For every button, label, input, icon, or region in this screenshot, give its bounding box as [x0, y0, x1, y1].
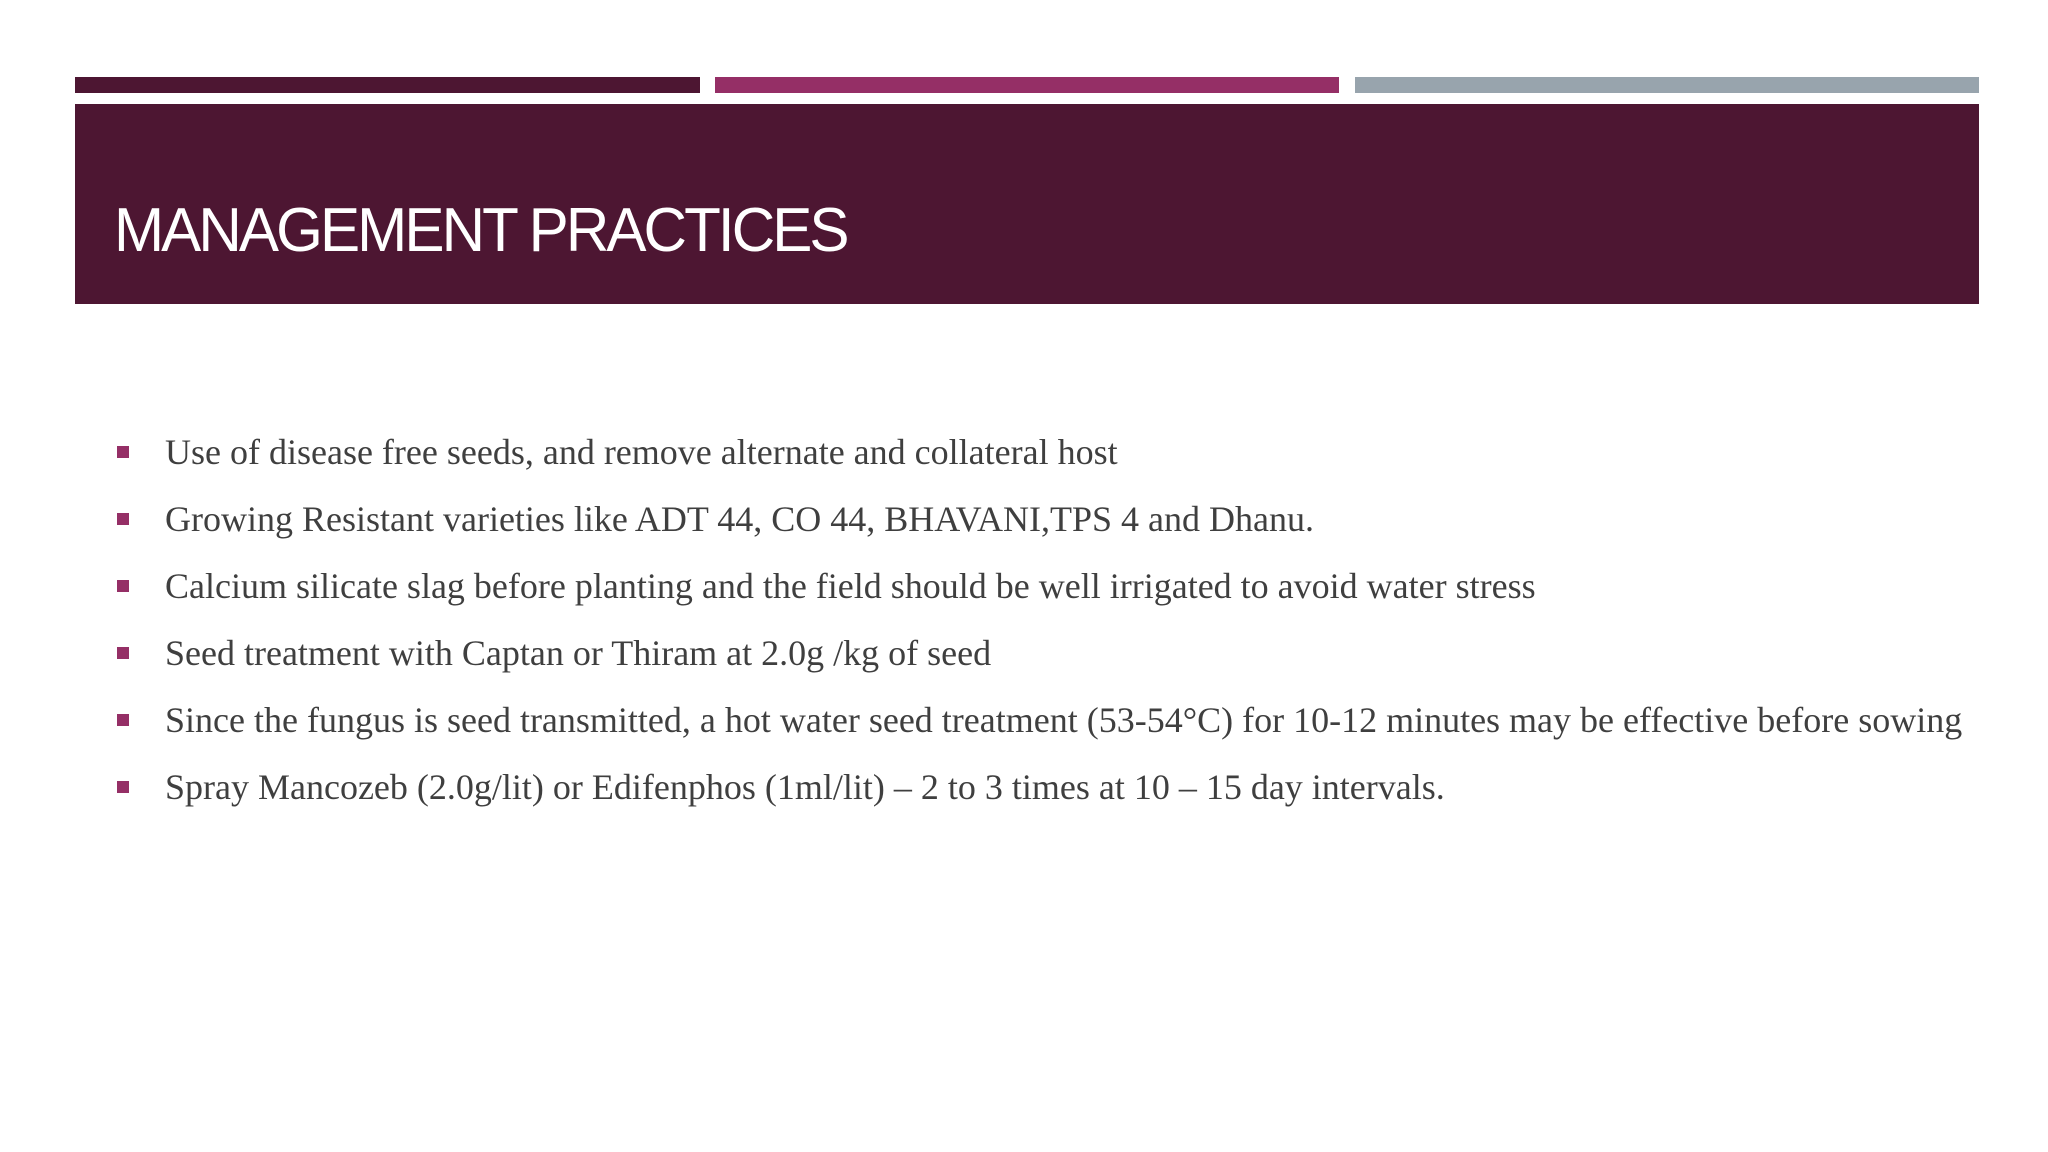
- bullet-text: Spray Mancozeb (2.0g/lit) or Edifenphos (1ml/lit) – 2 to 3 times at 10 – 15 day intervals.: [165, 767, 1445, 807]
- square-bullet-icon: [117, 647, 129, 659]
- bullet-item: [115, 765, 1975, 810]
- bullet-text: Seed treatment with Captan or Thiram at 2.0g /kg of seed: [165, 633, 992, 673]
- bullet-text: Growing Resistant varieties like ADT 44, CO 44, BHAVANI,TPS 4 and Dhanu.: [165, 499, 1314, 539]
- square-bullet-icon: [117, 781, 129, 793]
- square-bullet-icon: [117, 580, 129, 592]
- accent-bar-dark: [75, 77, 700, 93]
- bullet-item: [115, 698, 1975, 743]
- square-bullet-icon: [117, 714, 129, 726]
- bullet-item: [115, 631, 1975, 676]
- accent-bar-gray: [1355, 77, 1979, 93]
- bullet-text: Use of disease free seeds, and remove alternate and collateral host: [165, 432, 1118, 472]
- bullet-item: [115, 564, 1975, 609]
- slide-title: MANAGEMENT PRACTICES: [114, 196, 847, 265]
- bullet-text: Calcium silicate slag before planting and the field should be well irrigated to avoid water stress: [165, 566, 1536, 606]
- square-bullet-icon: [117, 446, 129, 458]
- accent-bar-magenta: [715, 77, 1339, 93]
- bullet-text: Since the fungus is seed transmitted, a hot water seed treatment (53-54°C) for 10-12 minutes may be effective before sowing: [165, 700, 1963, 740]
- square-bullet-icon: [117, 513, 129, 525]
- title-band: [75, 104, 1979, 304]
- bullet-list: [115, 430, 1975, 832]
- bullet-item: [115, 430, 1975, 475]
- bullet-item: [115, 497, 1975, 542]
